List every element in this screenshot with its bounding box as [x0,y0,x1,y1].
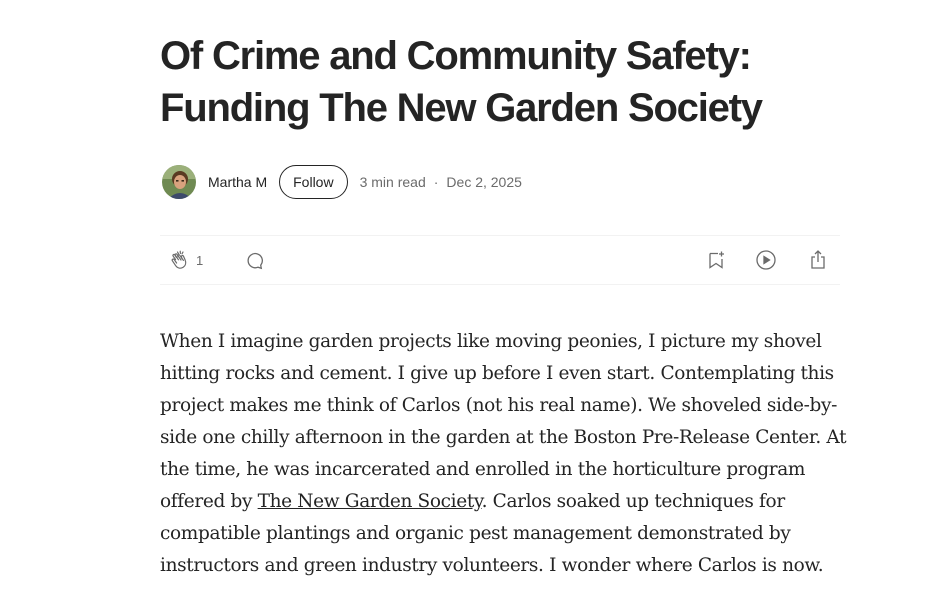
share-icon [806,248,830,272]
article-title-line: Of Crime and Community Safety: [160,34,751,78]
author-name[interactable]: Martha M [208,174,268,190]
bookmark-icon [704,248,728,272]
new-garden-society-link[interactable]: The New Garden Society [257,491,482,512]
body-line: side one chilly afternoon in the garden at the Boston Pre-Release Center. At [160,427,847,448]
byline [160,163,840,201]
article-body [160,326,847,582]
body-line: instructors and green industry volunteers. I wonder where Carlos is now. [160,555,824,576]
comment-icon [243,248,267,272]
body-line: project makes me think of Carlos (not his real name). We shoveled side-by- [160,395,838,416]
clap-icon [168,248,192,272]
body-line: hitting rocks and cement. I give up before I even start. Contemplating this [160,363,834,384]
body-line: compatible plantings and organic pest management demonstrated by [160,523,791,544]
clap-button[interactable] [168,248,203,272]
bookmark-button[interactable] [704,248,728,272]
article-meta [360,174,522,190]
comment-button[interactable] [243,248,267,272]
publish-date: Dec 2, 2025 [446,174,522,190]
author-avatar[interactable] [162,165,196,199]
body-text-segment: . Carlos soaked up techniques for [481,491,785,512]
body-line: the time, he was incarcerated and enrolled in the horticulture program [160,459,806,480]
meta-separator: · [433,174,439,190]
body-line: When I imagine garden projects like moving peonies, I picture my shovel [160,331,822,352]
listen-icon [754,248,778,272]
share-button[interactable] [806,248,830,272]
article-title [160,30,840,134]
body-line [160,486,840,518]
clap-count: 1 [196,252,204,268]
follow-button[interactable]: Follow [279,165,347,199]
body-text-segment: offered by [160,491,258,512]
article-title-line: Funding The New Garden Society [160,86,762,130]
action-bar [160,235,840,285]
read-time: 3 min read [359,174,426,190]
listen-button[interactable] [754,248,778,272]
